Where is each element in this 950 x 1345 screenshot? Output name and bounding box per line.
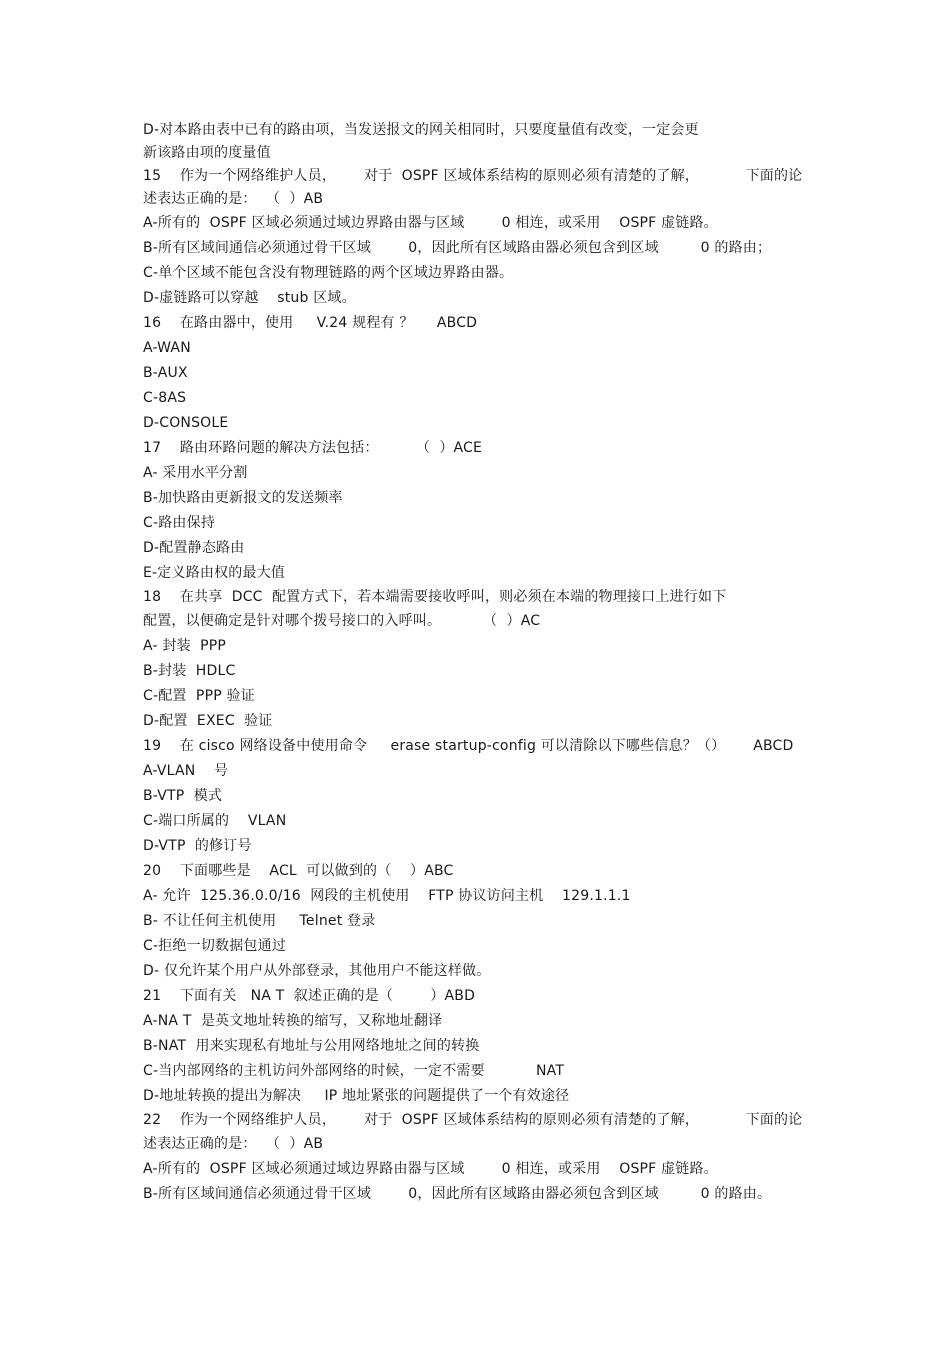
text-line: 述表达正确的是： （ ）AB (143, 191, 324, 207)
text-line: D-对本路由表中已有的路由项，当发送报文的网关相同时，只要度量值有改变，一定会更 (143, 122, 699, 138)
text-line: 19 在 cisco 网络设备中使用命令 erase startup-config 可以清除以下哪些信息？（） ABCD (143, 738, 794, 754)
text-line: C-拒绝一切数据包通过 (143, 938, 287, 954)
text-line: A-所有的 OSPF 区域必须通过域边界路由器与区域 0 相连，或采用 OSPF 虚链路。 (143, 215, 718, 231)
text-line: A- 允许 125.36.0.0/16 网段的主机使用 FTP 协议访问主机 129.1.1.1 (143, 888, 631, 904)
text-line: 16 在路由器中，使用 V.24 规程有 ？ ABCD (143, 315, 478, 331)
text-line: 新该路由项的度量值 (143, 145, 271, 161)
document-page (143, 119, 808, 1207)
text-line: D-配置 EXEC 验证 (143, 713, 273, 729)
text-line: D-配置静态路由 (143, 540, 245, 556)
text-line: E-定义路由权的最大值 (143, 565, 286, 581)
text-line: 述表达正确的是： （ ）AB (143, 1136, 324, 1152)
text-line: B-所有区域间通信必须通过骨干区域 0，因此所有区域路由器必须包含到区域 0 的路由； (143, 240, 772, 256)
text-line: 配置，以便确定是针对哪个拨号接口的入呼叫。 （ ）AC (143, 613, 541, 629)
text-line: A-所有的 OSPF 区域必须通过域边界路由器与区域 0 相连，或采用 OSPF 虚链路。 (143, 1161, 718, 1177)
text-line: B- 不让任何主机使用 Telnet 登录 (143, 913, 376, 929)
text-line: A- 封装 PPP (143, 638, 226, 654)
text-line: D-地址转换的提出为解决 IP 地址紧张的问题提供了一个有效途径 (143, 1088, 570, 1104)
text-line: C-单个区域不能包含没有物理链路的两个区域边界路由器。 (143, 265, 514, 281)
text-line: A-WAN (143, 340, 191, 356)
text-line: 20 下面哪些是 ACL 可以做到的（ ）ABC (143, 863, 454, 879)
text-line: A-NA T 是英文地址转换的缩写，又称地址翻译 (143, 1013, 443, 1029)
text-line: 18 在共享 DCC 配置方式下，若本端需要接收呼叫，则必须在本端的物理接口上进行如下 (143, 589, 727, 605)
text-line: B-所有区域间通信必须通过骨干区域 0，因此所有区域路由器必须包含到区域 0 的路由。 (143, 1186, 772, 1202)
text-line: B-VTP 模式 (143, 788, 223, 804)
text-line: B-NAT 用来实现私有地址与公用网络地址之间的转换 (143, 1038, 480, 1054)
text-line: B-加快路由更新报文的发送频率 (143, 490, 343, 506)
text-line: C-路由保持 (143, 515, 216, 531)
text-line: D-虚链路可以穿越 stub 区域。 (143, 290, 356, 306)
text-line: 22 作为一个网络维护人员， 对于 OSPF 区域体系结构的原则必须有清楚的了解， 下面的论 (143, 1112, 803, 1128)
text-line: 15 作为一个网络维护人员， 对于 OSPF 区域体系结构的原则必须有清楚的了解， 下面的论 (143, 168, 803, 184)
text-line: C-8AS (143, 390, 187, 406)
text-line: 17 路由环路问题的解决方法包括： （ ）ACE (143, 440, 483, 456)
text-line: D-CONSOLE (143, 415, 229, 431)
text-line: C-端口所属的 VLAN (143, 813, 287, 829)
text-line: B-封装 HDLC (143, 663, 236, 679)
text-line: D-VTP 的修订号 (143, 838, 252, 854)
text-line: C-配置 PPP 验证 (143, 688, 255, 704)
text-line: 21 下面有关 NA T 叙述正确的是（ ）ABD (143, 988, 476, 1004)
text-line: A-VLAN 号 (143, 763, 229, 779)
text-line: A- 采用水平分割 (143, 465, 248, 481)
text-line: D- 仅允许某个用户从外部登录，其他用户不能这样做。 (143, 963, 491, 979)
text-line: C-当内部网络的主机访问外部网络的时候，一定不需要 NAT (143, 1063, 565, 1079)
text-line: B-AUX (143, 365, 188, 381)
